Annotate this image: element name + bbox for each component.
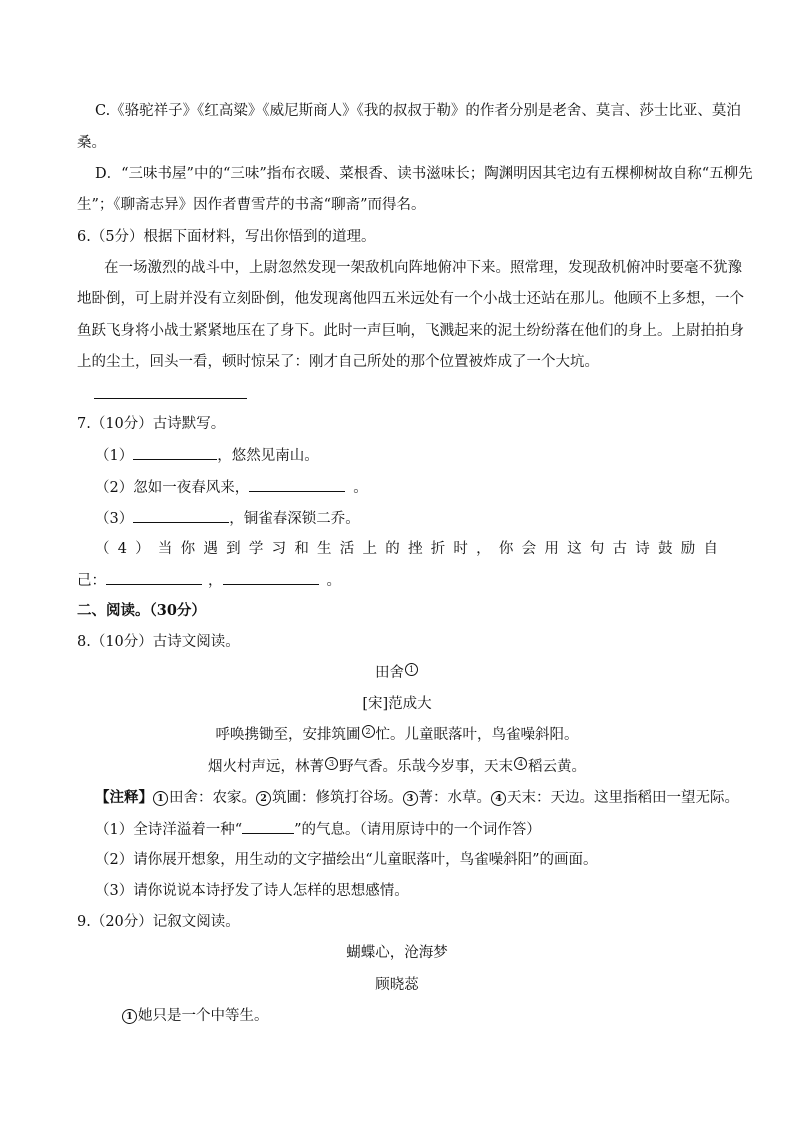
article-author: 顾晓蕊 [375, 977, 419, 993]
q7-part1-label: （1） [95, 448, 134, 464]
poem-title-text: 田舍 [375, 665, 404, 681]
q7-part4-line1: （4）当你遇到学习和生活上的挫折时，你会用这句古诗鼓励自 [95, 541, 718, 557]
poem-line-1-part-a: 呼唤携锄至，安排筑圃 [215, 727, 361, 743]
q7-heading: 7.（10分）古诗默写。 [77, 416, 226, 432]
q7-part1-blank[interactable] [133, 445, 217, 460]
note-marker: 3 [325, 757, 338, 770]
poem-line-2-part-c: 稻云黄。 [528, 759, 586, 775]
option-d-line2: 生”；《聊斋志异》因作者曹雪芹的书斋“聊斋”而得名。 [77, 197, 426, 213]
note-marker: 2 [362, 725, 375, 738]
poem-line-1 [0, 725, 794, 745]
note-4: 天末：天边。这里指稻田一望无际。 [507, 790, 739, 806]
q7-part4-line2 [77, 570, 341, 591]
q7-part3-label: （3） [95, 511, 134, 527]
note-marker: 1 [153, 791, 168, 806]
option-d-line1: D．“三味书屋”中的“三味”指布衣暖、菜根香、读书滋味长；陶渊明因其宅边有五棵柳树故自称“五柳先 [95, 166, 753, 182]
q8-sub1-part-a: （1）全诗洋溢着一种“ [95, 822, 243, 838]
q7-part3-blank[interactable] [133, 508, 229, 523]
q6-material-line: 地卧倒，可上尉并没有立刻卧倒，他发现离他四五米远处有一个小战士还站在那儿。他顾不上多想，一个 [77, 291, 744, 307]
q7-part4-end: 。 [326, 573, 341, 589]
poem-line-2-part-a: 烟火村声远，林菁 [208, 759, 324, 775]
q7-part4-label: 己： [77, 573, 106, 589]
paragraph-marker: 1 [122, 1009, 137, 1024]
option-c-line2: 桑。 [77, 135, 106, 151]
poem-line-2-part-b: 野气香。乐哉今岁事，天末 [339, 759, 513, 775]
q8-sub1-blank[interactable] [242, 819, 294, 834]
q7-part2 [95, 477, 368, 498]
note-marker: 1 [405, 663, 418, 676]
q7-part4-comma: ， [208, 573, 223, 589]
section-2-title: 二、阅读。（30分） [77, 602, 206, 619]
q7-part4-blank-2[interactable] [223, 570, 319, 585]
q6-heading: 6.（5分）根据下面材料，写出你悟到的道理。 [77, 229, 376, 245]
q7-part2-blank[interactable] [249, 477, 345, 492]
q7-part2-end: 。 [353, 480, 368, 496]
poem-line-2 [0, 757, 794, 777]
q6-material-line: 上的尘土，回头一看，顿时惊呆了：刚才自己所处的那个位置被炸成了一个大坑。 [77, 354, 599, 370]
q8-sub1 [95, 819, 541, 840]
q8-sub2: （2）请你展开想象，用生动的文字描绘出“儿童眠落叶，鸟雀噪斜阳”的画面。 [95, 852, 598, 868]
q9-heading: 9.（20分）记叙文阅读。 [77, 914, 240, 930]
q6-answer-blank[interactable] [94, 398, 247, 399]
q6-material-line: 鱼跃飞身将小战士紧紧地压在了身下。此时一声巨响，飞溅起来的泥土纷纷落在他们的身上。上尉拍拍身 [77, 323, 744, 339]
q7-part2-label: （2）忽如一夜春风来， [95, 480, 250, 496]
q8-heading: 8.（10分）古诗文阅读。 [77, 634, 240, 650]
note-marker: 4 [514, 757, 527, 770]
article-paragraph-1-text: 她只是一个中等生。 [138, 1008, 269, 1024]
q7-part3-text: ，铜雀春深锁二乔。 [229, 511, 360, 527]
notes-label: 【注释】 [95, 789, 153, 806]
article-title: 蝴蝶心，沧海梦 [346, 945, 448, 961]
note-3: 菁：水草。 [418, 790, 491, 806]
poem-author: [宋]范成大 [362, 696, 432, 712]
poem-title [0, 663, 794, 683]
article-paragraph-1 [122, 1006, 269, 1026]
q6-material-line: 在一场激烈的战斗中，上尉忽然发现一架敌机向阵地俯冲下来。照常理，发现敌机俯冲时要毫不犹豫 [104, 260, 742, 276]
q7-part1 [95, 445, 319, 466]
poem-notes [95, 788, 739, 808]
note-marker: 2 [256, 791, 271, 806]
option-c-line1: C.《骆驼祥子》《红高粱》《威尼斯商人》《我的叔叔于勒》的作者分别是老舍、莫言、莎士比亚、莫泊 [95, 103, 741, 119]
poem-line-1-part-b: 忙。儿童眠落叶，鸟雀噪斜阳。 [375, 727, 579, 743]
note-marker: 3 [403, 791, 418, 806]
note-1: 田舍：农家。 [169, 790, 256, 806]
q7-part4-blank-1[interactable] [106, 570, 202, 585]
q7-part3 [95, 508, 360, 529]
note-marker: 4 [491, 791, 506, 806]
q8-sub1-part-b: ”的气息。（请用原诗中的一个词作答） [294, 822, 541, 838]
q8-sub3: （3）请你说说本诗抒发了诗人怎样的思想感情。 [95, 883, 409, 899]
note-2: 筑圃：修筑打谷场。 [272, 790, 403, 806]
q7-part1-text: ，悠然见南山。 [217, 448, 319, 464]
